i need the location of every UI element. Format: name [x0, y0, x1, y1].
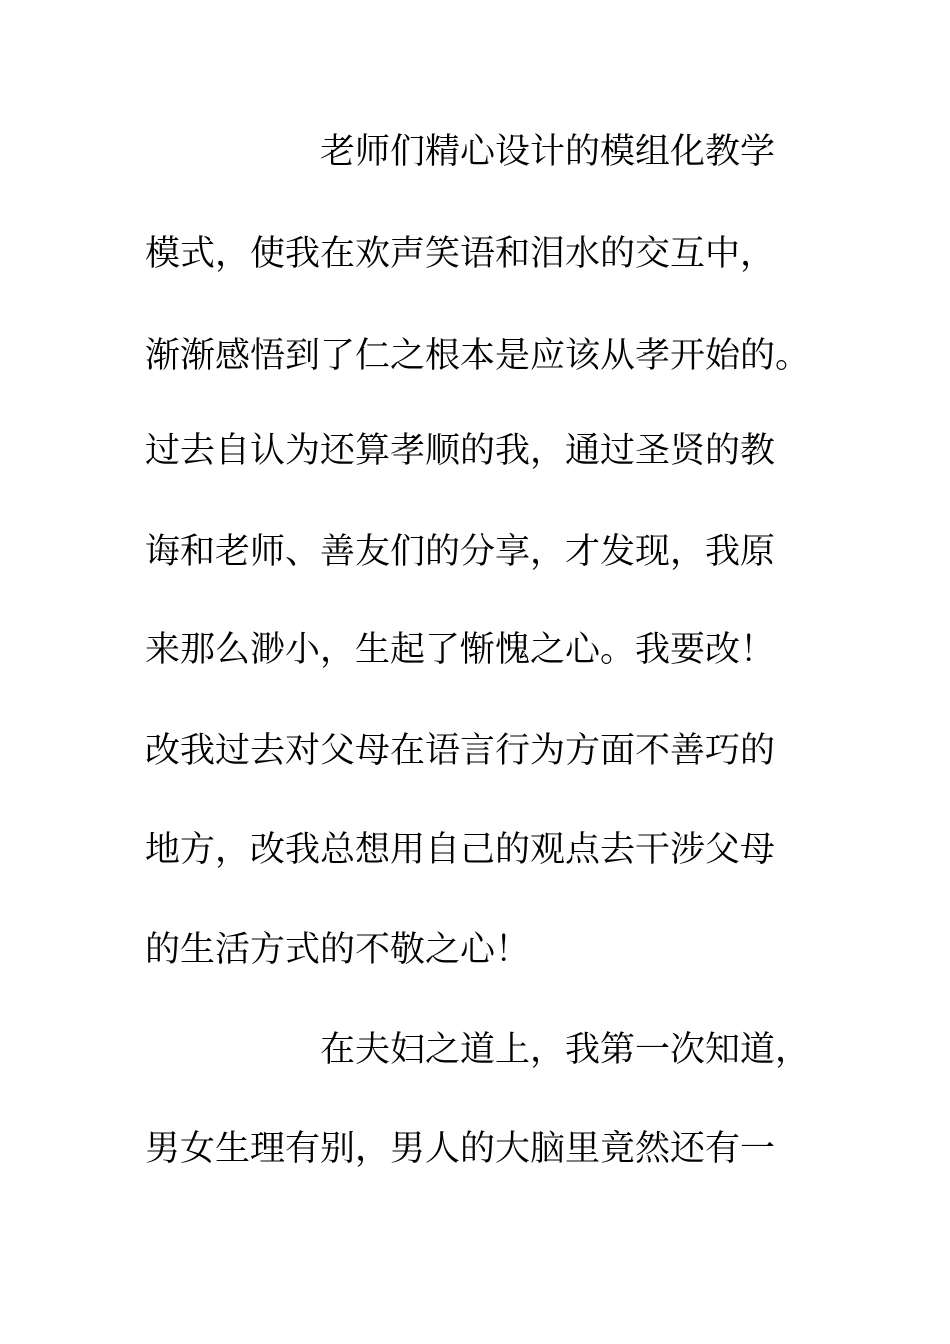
paragraph-line: 在夫妇之道上，我第一次知道，	[320, 1030, 811, 1070]
paragraph-line: 过去自认为还算孝顺的我，通过圣贤的教	[145, 431, 776, 471]
paragraph-line: 地方，改我总想用自己的观点去干涉父母	[145, 830, 776, 870]
paragraph-line: 诲和老师、善友们的分享，才发现，我原	[145, 532, 776, 572]
paragraph-line: 男女生理有别，男人的大脑里竟然还有一	[145, 1129, 776, 1169]
paragraph-line: 老师们精心设计的模组化教学	[320, 132, 776, 172]
paragraph-line: 模式，使我在欢声笑语和泪水的交互中，	[145, 234, 776, 274]
paragraph-line: 来那么渺小，生起了惭愧之心。我要改！	[145, 630, 776, 670]
paragraph-line: 的生活方式的不敬之心！	[145, 930, 531, 970]
paragraph-line: 渐渐感悟到了仁之根本是应该从孝开始的。	[145, 336, 811, 376]
paragraph-line: 改我过去对父母在语言行为方面不善巧的	[145, 731, 776, 771]
